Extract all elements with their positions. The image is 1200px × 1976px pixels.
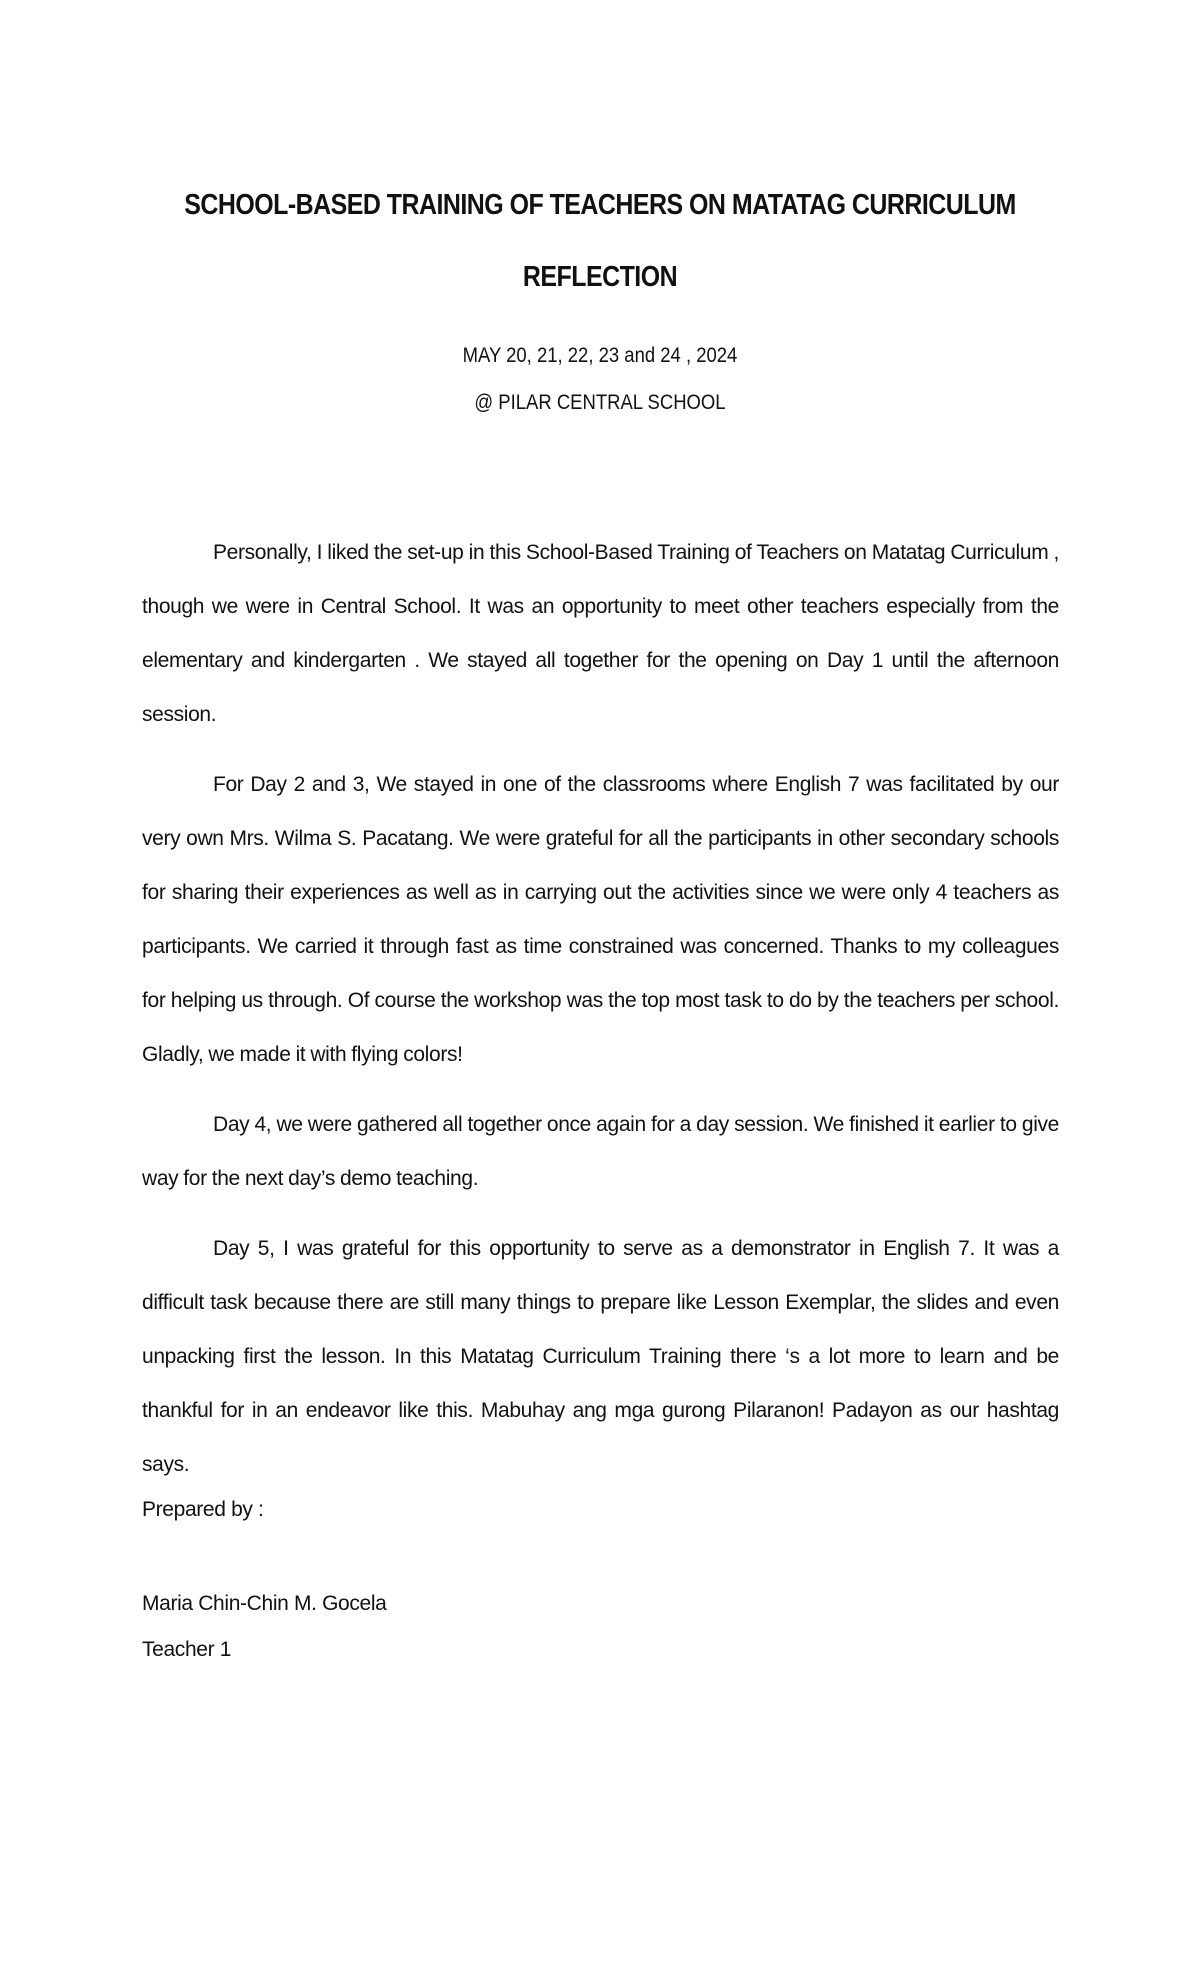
training-venue: @ PILAR CENTRAL SCHOOL bbox=[474, 391, 726, 414]
document-subtitle: REFLECTION bbox=[522, 261, 678, 293]
paragraph-day-2-3: For Day 2 and 3, We stayed in one of the classrooms where English 7 was facilitated by our very own Mrs. Wilma S. Pacatang. We were grateful for all the participants in other secondary schools for sharing their experiences as well as in carrying out the activities since we were only 4 teachers as participants. We carried it through fast as time constrained was concerned. Thanks to my colleagues for helping us through. Of course the workshop was the top most task to do by the teachers per school. Gladly, we made it with flying colors! bbox=[142, 773, 1059, 1066]
paragraph-day-5: Day 5, I was grateful for this opportunity to serve as a demonstrator in English 7. It was a difficult task because there are still many things to prepare like Lesson Exemplar, the slides and even unpacking first the lesson. In this Matatag Curriculum Training there ‘s a lot more to learn and be thankful for in an endeavor like this. Mabuhay ang mga gurong Pilaranon! Padayon as our hashtag says. bbox=[142, 1237, 1059, 1476]
paragraph-day-1: Personally, I liked the set-up in this School-Based Training of Teachers on Matatag Curriculum , though we were in Central School. It was an opportunity to meet other teachers especially from the elementary and kindergarten . We stayed all together for the opening on Day 1 until the afternoon session. bbox=[142, 541, 1059, 726]
prepared-by-label: Prepared by : bbox=[142, 1498, 264, 1521]
training-dates: MAY 20, 21, 22, 23 and 24 , 2024 bbox=[462, 344, 738, 367]
author-name: Maria Chin-Chin M. Gocela bbox=[142, 1592, 387, 1615]
document-title: SCHOOL-BASED TRAINING OF TEACHERS ON MATATAG CURRICULUM bbox=[184, 189, 1016, 221]
paragraph-day-4: Day 4, we were gathered all together once again for a day session. We finished it earlier to give way for the next day’s demo teaching. bbox=[142, 1113, 1059, 1190]
author-role: Teacher 1 bbox=[142, 1638, 232, 1661]
reflection-body bbox=[142, 526, 1059, 1508]
